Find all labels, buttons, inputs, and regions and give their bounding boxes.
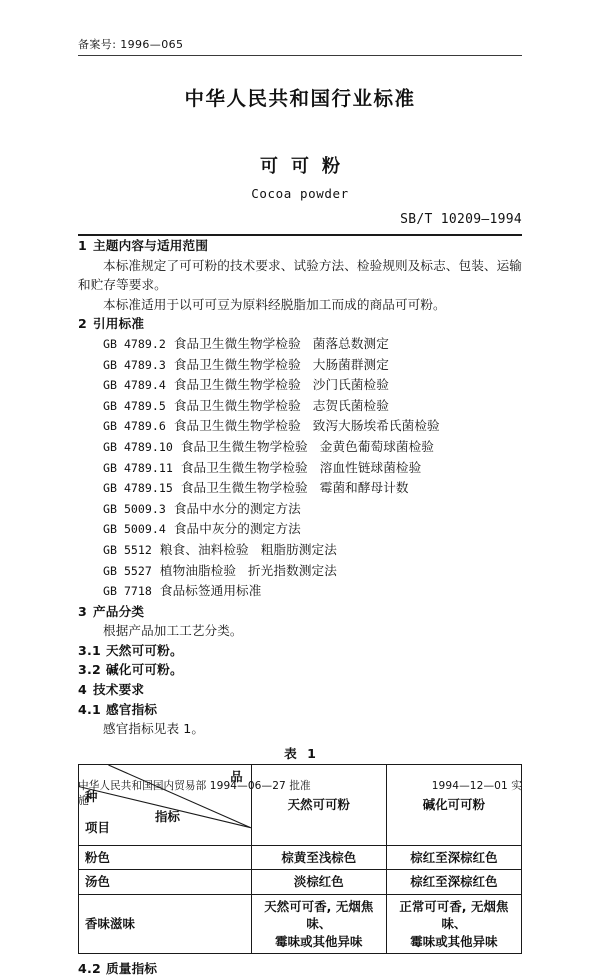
reference-title: 食品卫生微生物学检验 (180, 438, 308, 454)
footer-effective-wrap: 施 (78, 794, 89, 807)
row-label-liquor-color: 汤色 (79, 870, 252, 895)
table-column-header-natural: 天然可可粉 (251, 764, 386, 845)
clause-2-number: 2 (78, 316, 87, 332)
list-item (78, 375, 522, 396)
row-label-aroma-taste: 香味滋味 (79, 894, 252, 954)
list-item (78, 499, 522, 520)
reference-code: GB 4789.15 (103, 481, 173, 496)
list-item (78, 519, 522, 540)
standard-title: 中华人民共和国行业标准 (184, 87, 416, 110)
reference-title: 食品卫生微生物学检验 (173, 418, 301, 434)
clause-4-number: 4 (78, 682, 87, 698)
reference-title: 食品卫生微生物学检验 (173, 397, 301, 413)
list-item (78, 540, 522, 561)
reference-title: 植物油脂检验 (159, 562, 237, 578)
clause-4-2-title: 质量指标 (106, 961, 158, 977)
cell-line: 天然可可香, 无烟焦味、 (264, 898, 374, 932)
list-item (78, 458, 522, 479)
reference-title: 食品卫生微生物学检验 (173, 356, 301, 372)
clause-1-title: 主题内容与适用范围 (93, 238, 209, 253)
reference-subtitle: 致泻大肠埃希氏菌检验 (312, 418, 440, 434)
table-row (79, 845, 522, 870)
clause-1-heading (78, 236, 522, 256)
reference-title: 食品卫生微生物学检验 (173, 335, 301, 351)
reference-subtitle: 沙门氏菌检验 (312, 377, 389, 393)
list-item (78, 437, 522, 458)
table-row (79, 870, 522, 895)
table-caption: 表 1 (284, 745, 319, 761)
reference-subtitle: 志贺氏菌检验 (312, 397, 389, 413)
cell-powder-color-natural: 棕黄至浅棕色 (251, 845, 386, 870)
header-rule (78, 55, 522, 56)
reference-code: GB 5009.3 (103, 501, 166, 516)
list-item (78, 334, 522, 355)
cell-aroma-taste-alkalized (386, 894, 521, 954)
clause-3-1 (78, 641, 522, 661)
footer-line (78, 779, 522, 794)
reference-code: GB 4789.6 (103, 419, 166, 434)
clause-4-2-heading (78, 959, 522, 979)
reference-code: GB 4789.3 (103, 357, 166, 372)
reference-code: GB 4789.2 (103, 336, 166, 351)
document-body (78, 236, 522, 979)
list-item (78, 478, 522, 499)
table-column-header-alkalized: 碱化可可粉 (386, 764, 521, 845)
clause-2-title: 引用标准 (93, 316, 145, 332)
reference-code: GB 5009.4 (103, 522, 166, 537)
reference-subtitle: 大肠菌群测定 (312, 356, 389, 372)
reference-subtitle: 溶血性链球菌检验 (319, 459, 422, 475)
reference-code: GB 4789.4 (103, 378, 166, 393)
reference-code: GB 4789.5 (103, 398, 166, 413)
cell-line: 霉味或其他异味 (275, 933, 363, 949)
cell-line: 正常可可香, 无烟焦味、 (399, 898, 509, 932)
clause-2-heading (78, 314, 522, 334)
reference-title: 食品中灰分的测定方法 (173, 521, 301, 537)
reference-title: 粮食、油料检验 (159, 541, 249, 557)
reference-title: 食品中水分的测定方法 (173, 500, 301, 516)
corner-label-category: 品 (230, 768, 243, 784)
corner-label-item: 项目 (85, 819, 110, 835)
clause-4-1-number: 4.1 (78, 701, 101, 717)
reference-code: GB 4789.10 (103, 439, 173, 454)
reference-subtitle: 粗脂肪测定法 (260, 541, 337, 557)
cell-liquor-color-alkalized: 棕红至深棕红色 (386, 870, 521, 895)
reference-subtitle: 霉菌和酵母计数 (319, 480, 409, 496)
clause-1-number: 1 (78, 238, 87, 253)
reference-code: GB 4789.11 (103, 460, 173, 475)
list-item (78, 355, 522, 376)
product-name: 可可粉 (260, 156, 353, 177)
reference-code: GB 7718 (103, 584, 152, 599)
clause-3-1-number: 3.1 (78, 642, 101, 658)
clause-4-2-number: 4.2 (78, 961, 101, 977)
reference-code: GB 5512 (103, 542, 152, 557)
clause-3-2-number: 3.2 (78, 662, 101, 678)
reference-subtitle: 折光指数测定法 (248, 562, 337, 578)
clause-3-paragraph: 根据产品加工工艺分类。 (103, 623, 243, 639)
cell-liquor-color-natural: 淡棕红色 (251, 870, 386, 895)
clause-1-paragraph-2: 本标准适用于以可可豆为原料经脱脂加工而成的商品可可粉。 (103, 296, 446, 312)
reference-title: 食品标签通用标准 (159, 583, 262, 599)
clause-3-heading (78, 602, 522, 622)
clause-3-1-text: 天然可可粉。 (106, 642, 183, 658)
reference-subtitle: 菌落总数测定 (312, 335, 389, 351)
clause-3-title: 产品分类 (93, 603, 145, 619)
row-label-powder-color: 粉色 (79, 845, 252, 870)
product-name-english: Cocoa powder (251, 186, 349, 201)
list-item (78, 561, 522, 582)
list-item (78, 581, 522, 602)
list-item (78, 396, 522, 417)
clause-4-title: 技术要求 (93, 682, 145, 698)
clause-4-1-title: 感官指标 (106, 701, 158, 717)
table-row (79, 894, 522, 954)
footer-approval: 中华人民共和国国内贸易部 1994—06—27 批准 (78, 780, 311, 792)
page-footer (78, 779, 522, 808)
clause-1-paragraph-1: 本标准规定了可可粉的技术要求、试验方法、检验规则及标志、包装、运输和贮存等要求。 (78, 257, 522, 293)
clause-4-heading (78, 680, 522, 700)
reference-title: 食品卫生微生物学检验 (180, 480, 308, 496)
standard-number: SB/T 10209—1994 (400, 212, 522, 227)
reference-code: GB 5527 (103, 563, 152, 578)
clause-4-1-paragraph: 感官指标见表 1。 (103, 721, 205, 737)
clause-3-number: 3 (78, 603, 87, 619)
clause-3-2-text: 碱化可可粉。 (106, 662, 183, 678)
reference-subtitle: 金黄色葡萄球菌检验 (319, 438, 434, 454)
reference-title: 食品卫生微生物学检验 (180, 459, 308, 475)
clause-3-2 (78, 660, 522, 680)
corner-label-index: 指标 (155, 808, 180, 824)
corner-label-variety: 种 (85, 788, 98, 804)
cell-line: 霉味或其他异味 (410, 933, 498, 949)
referenced-standards-list (78, 334, 522, 602)
list-item (78, 416, 522, 437)
footer-effective-date: 1994—12—01 实 (431, 780, 522, 792)
reference-title: 食品卫生微生物学检验 (173, 377, 301, 393)
filing-number: 备案号: 1996—065 (78, 38, 184, 51)
clause-4-1-heading (78, 700, 522, 720)
cell-powder-color-alkalized: 棕红至深棕红色 (386, 845, 521, 870)
cell-aroma-taste-natural (251, 894, 386, 954)
